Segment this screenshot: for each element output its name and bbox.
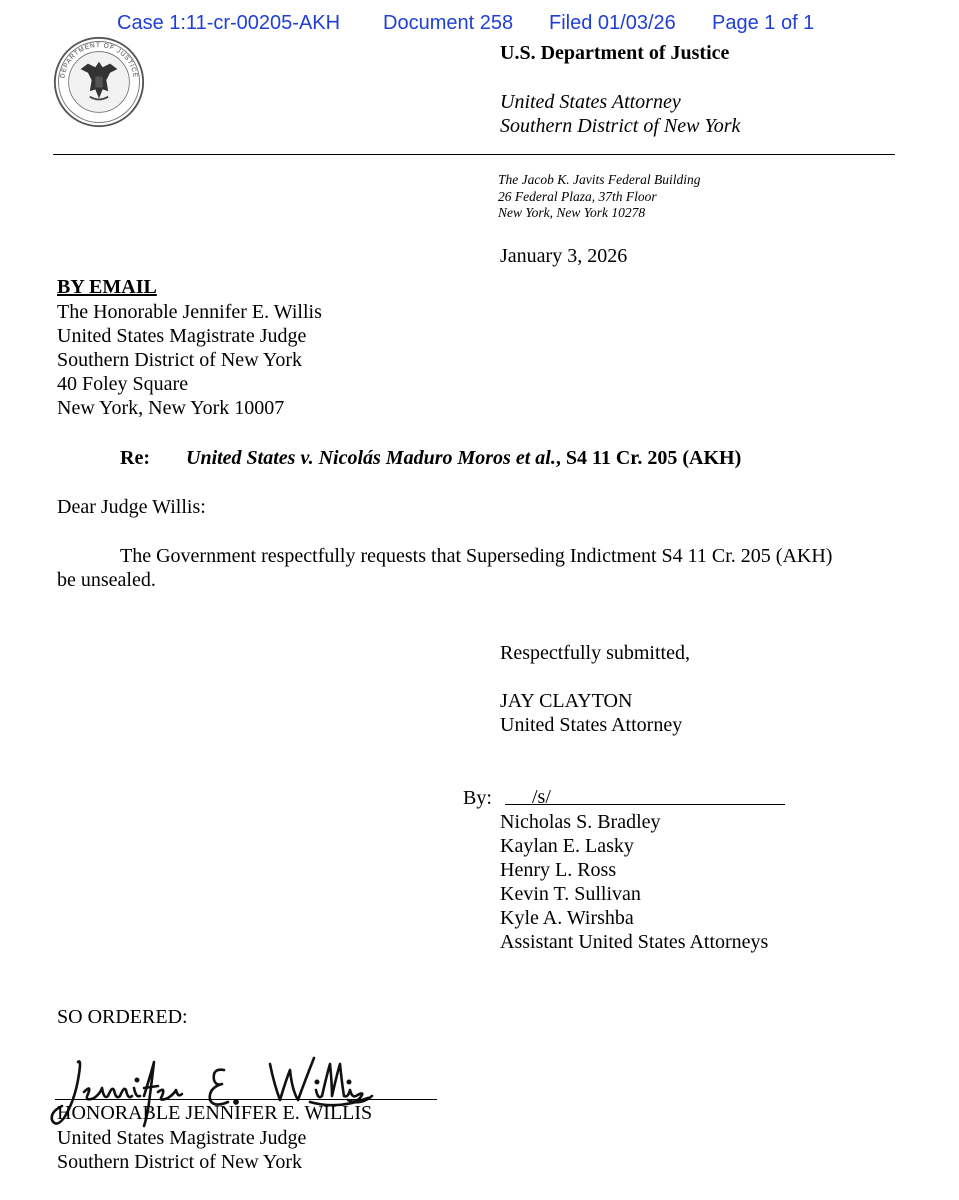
office-line-2: Southern District of New York (500, 115, 741, 137)
signer-name: Kevin T. Sullivan (500, 883, 641, 905)
case-caption: United States v. Nicolás Maduro Moros et al. (186, 447, 556, 469)
letter-date: January 3, 2026 (500, 245, 628, 267)
recipient-line-1: The Honorable Jennifer E. Willis (57, 301, 322, 323)
by-label: By: (463, 787, 492, 809)
judge-name: HONORABLE JENNIFER E. WILLIS (57, 1102, 373, 1124)
judge-signature-line (55, 1099, 437, 1100)
letterhead-rule (53, 154, 895, 155)
signer-name: Nicholas S. Bradley (500, 811, 661, 833)
us-attorney-title: United States Attorney (500, 714, 683, 736)
signer-name: Kyle A. Wirshba (500, 907, 634, 929)
body-line-1: The Government respectfully requests that Superseding Indictment S4 11 Cr. 205 (AKH) (120, 545, 833, 567)
so-ordered-label: SO ORDERED: (57, 1006, 188, 1028)
judge-title: United States Magistrate Judge (57, 1127, 307, 1149)
agency-name: U.S. Department of Justice (500, 42, 730, 64)
office-address-line-2: 26 Federal Plaza, 37th Floor (498, 189, 657, 204)
delivery-method: BY EMAIL (57, 276, 157, 298)
judge-district: Southern District of New York (57, 1151, 302, 1173)
docket-number: , S4 11 Cr. 205 (AKH) (555, 447, 742, 469)
recipient-line-3: Southern District of New York (57, 349, 302, 371)
office-line-1: United States Attorney (500, 91, 681, 113)
recipient-line-2: United States Magistrate Judge (57, 325, 307, 347)
ecf-case-number: Case 1:11-cr-00205-AKH (117, 12, 341, 34)
judge-signature-lettering: Jennifer E. Willis (48, 1040, 55, 1041)
office-address-line-1: The Jacob K. Javits Federal Building (498, 172, 701, 187)
re-label: Re: (120, 447, 150, 469)
recipient-line-4: 40 Foley Square (57, 373, 189, 395)
seal-lettering: DEPARTMENT OF JUSTICE (59, 42, 139, 79)
salutation: Dear Judge Willis: (57, 496, 206, 518)
doj-seal-icon (53, 36, 145, 128)
office-address-line-3: New York, New York 10278 (498, 205, 646, 220)
re-caption-line (186, 447, 741, 470)
us-attorney-name: JAY CLAYTON (500, 690, 633, 712)
ecf-filed-date: Filed 01/03/26 (549, 12, 676, 34)
ecf-page-count: Page 1 of 1 (712, 12, 815, 34)
signer-name: Kaylan E. Lasky (500, 835, 634, 857)
electronic-signature: /s/ (532, 786, 551, 808)
body-line-2: be unsealed. (57, 569, 156, 591)
valediction: Respectfully submitted, (500, 642, 690, 664)
signature-line (505, 804, 785, 805)
ecf-document-number: Document 258 (383, 12, 514, 34)
signers-title: Assistant United States Attorneys (500, 931, 769, 953)
recipient-line-5: New York, New York 10007 (57, 397, 285, 419)
signer-name: Henry L. Ross (500, 859, 617, 881)
